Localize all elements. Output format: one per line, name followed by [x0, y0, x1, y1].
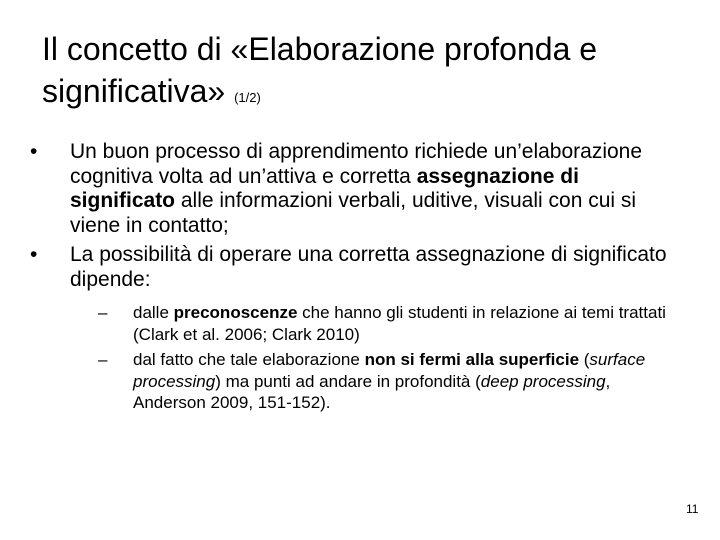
bullet-1-text-a: Un buon processo di apprendimento richiede un’elaborazione cognitiva volta ad un’attiva e corretta	[70, 140, 643, 188]
bullet-1-bold: assegnazione di significato	[70, 164, 579, 212]
sub-marker: –	[98, 303, 108, 322]
sub-marker: –	[98, 350, 108, 369]
bullet-item-2	[30, 243, 680, 292]
bullet-item-1	[30, 140, 680, 238]
sub-item-1	[30, 302, 680, 345]
bullet-marker: •	[30, 140, 38, 163]
sub-2-italic-a: surface processing	[133, 350, 646, 391]
title-main: Il concetto di «Elaborazione profonda e significativa»	[42, 31, 598, 109]
title-part-label: (1/2)	[234, 90, 261, 105]
sub-item-2	[30, 349, 680, 414]
page-number: 11	[686, 502, 699, 516]
sub-2-text-c: ) ma punti ad andare in profondità (	[215, 371, 481, 391]
sub-2-text-a: dal fatto che tale elaborazione	[133, 350, 365, 369]
sub-1-text-a: dalle	[133, 303, 174, 322]
bullet-1-text-b: alle informazioni verbali, uditive, visuali con cui si viene in contatto;	[70, 189, 637, 237]
sub-2-text-b: (	[579, 350, 590, 369]
sub-2-italic-b: deep processing	[480, 371, 606, 391]
sub-2-text-d: , Anderson 2009, 151-152).	[133, 371, 611, 412]
sub-list	[30, 302, 680, 414]
sub-1-text-b: che hanno gli studenti in relazione ai temi trattati (Clark et al. 2006; Clark 2010)	[133, 303, 666, 344]
sub-2-bold: non si fermi alla superficie	[364, 350, 580, 369]
sub-1-bold: preconoscenze	[173, 303, 298, 322]
slide-body	[30, 140, 680, 418]
slide-title	[42, 28, 702, 119]
bullet-marker: •	[30, 243, 38, 266]
bullet-2-text: La possibilità di operare una corretta assegnazione di significato dipende:	[70, 243, 667, 291]
